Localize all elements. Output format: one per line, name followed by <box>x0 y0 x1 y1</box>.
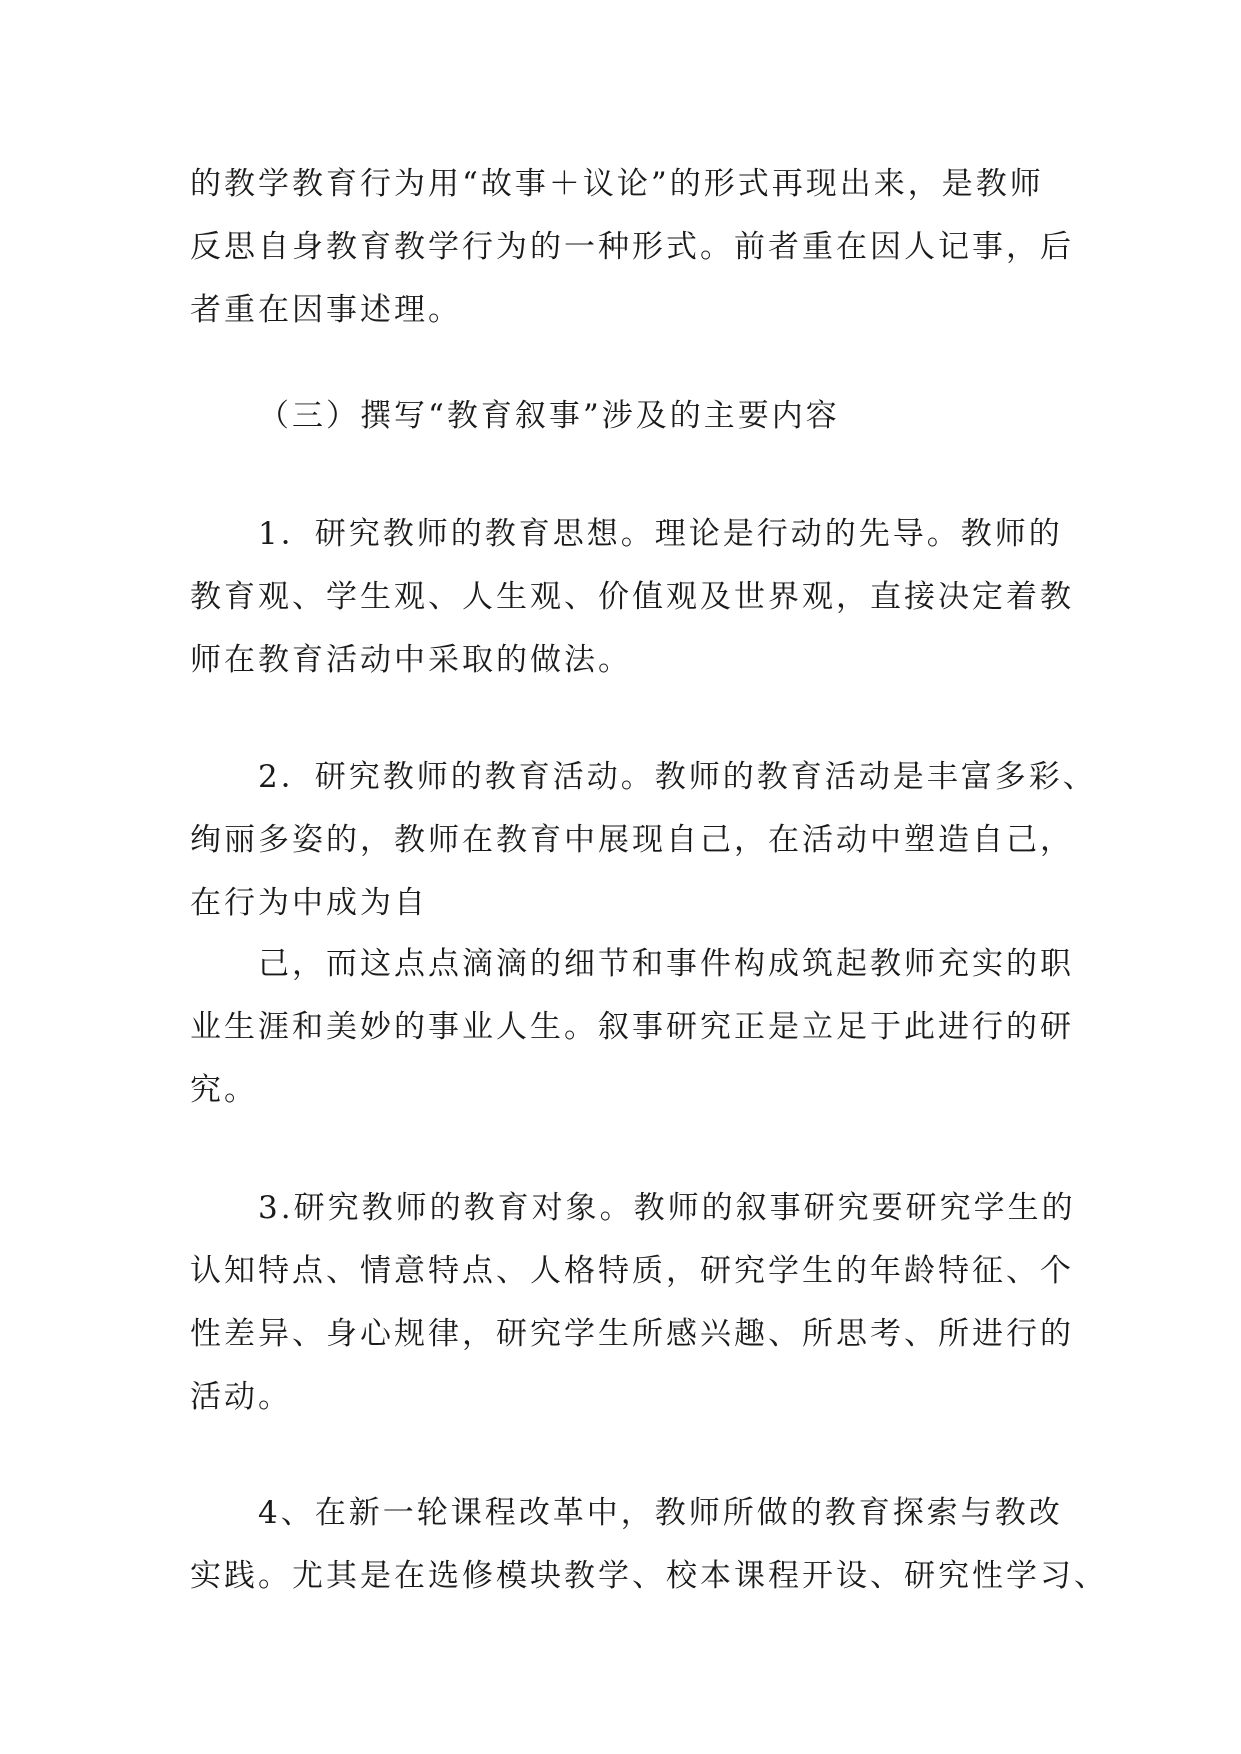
paragraph-line: 在行为中成为自 <box>190 885 428 921</box>
paragraph-line: 性差异、身心规律，研究学生所感兴趣、所思考、所进行的 <box>190 1316 1074 1352</box>
paragraph-line: 4、在新一轮课程改革中，教师所做的教育探索与教改 <box>258 1495 1063 1531</box>
paragraph-line: 者重在因事述理。 <box>190 292 462 328</box>
paragraph-line: 实践。尤其是在选修模块教学、校本课程开设、研究性学习、 <box>190 1558 1108 1594</box>
paragraph-line: 业生涯和美妙的事业人生。叙事研究正是立足于此进行的研 <box>190 1009 1074 1045</box>
paragraph-line: 教育观、学生观、人生观、价值观及世界观，直接决定着教 <box>190 579 1074 615</box>
paragraph-line: 2．研究教师的教育活动。教师的教育活动是丰富多彩、 <box>258 759 1097 795</box>
paragraph-line: 反思自身教育教学行为的一种形式。前者重在因人记事，后 <box>190 229 1074 265</box>
paragraph-line: 的教学教育行为用“故事＋议论”的形式再现出来，是教师 <box>190 166 1044 202</box>
paragraph-line: 绚丽多姿的，教师在教育中展现自己，在活动中塑造自己， <box>190 822 1074 858</box>
paragraph-line: 活动。 <box>190 1379 292 1415</box>
section-heading: （三）撰写“教育叙事”涉及的主要内容 <box>258 398 840 434</box>
paragraph-line: 3.研究教师的教育对象。教师的叙事研究要研究学生的 <box>258 1190 1076 1226</box>
paragraph-line: 究。 <box>190 1072 258 1108</box>
paragraph-line: 己，而这点点滴滴的细节和事件构成筑起教师充实的职 <box>258 946 1074 982</box>
paragraph-line: 师在教育活动中采取的做法。 <box>190 642 632 678</box>
paragraph-line: 认知特点、情意特点、人格特质，研究学生的年龄特征、个 <box>190 1253 1074 1289</box>
paragraph-line: 1．研究教师的教育思想。理论是行动的先导。教师的 <box>258 516 1063 552</box>
